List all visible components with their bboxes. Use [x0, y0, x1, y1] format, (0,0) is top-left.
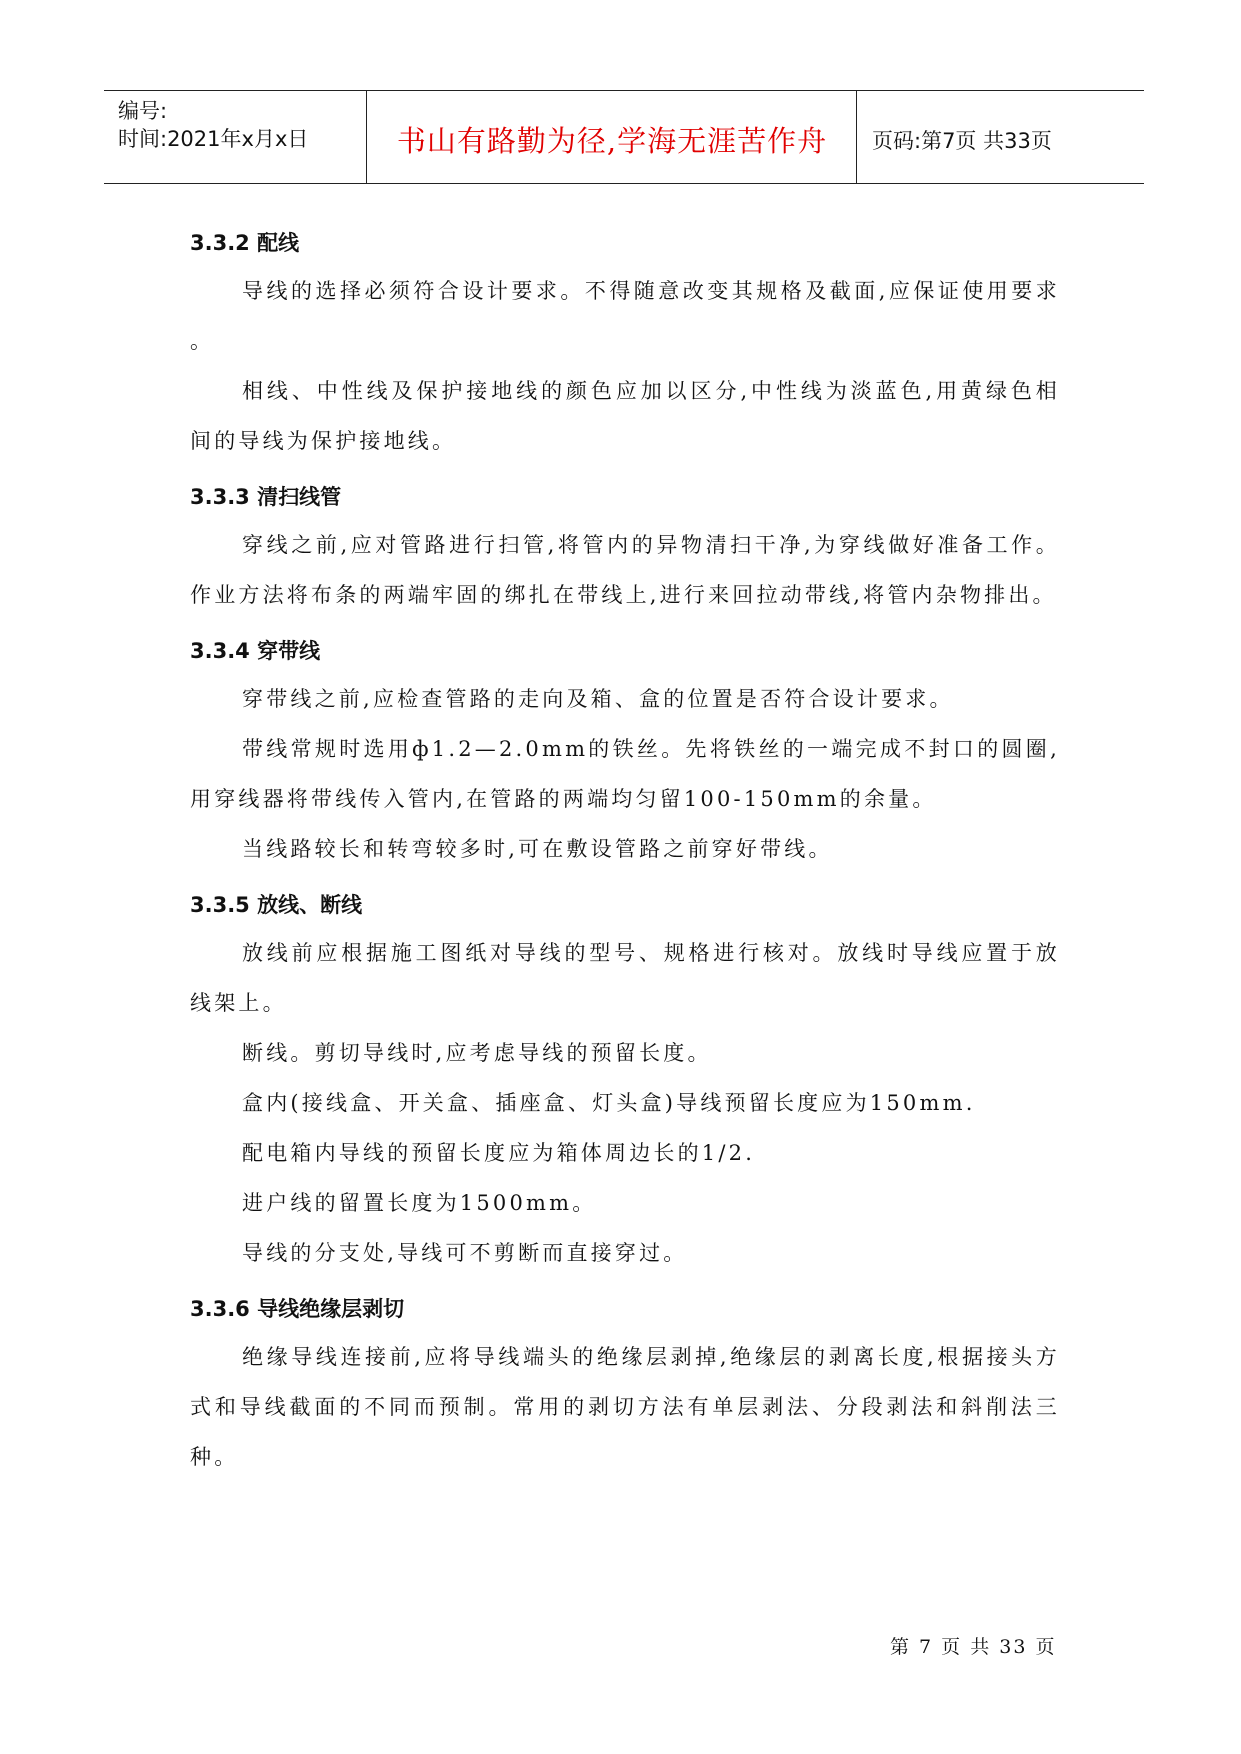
paragraph: 带线常规时选用ф1.2—2.0mm的铁丝。先将铁丝的一端完成不封口的圆圈,用穿线器将带线传入管内,在管路的两端均匀留100-150mm的余量。 [190, 737, 1060, 811]
section-3-3-3 [190, 480, 1060, 620]
section-title: 3.3.2 配线 [190, 231, 300, 255]
header-page-cell [858, 91, 1144, 183]
document-time-label: 时间:2021年x月x日 [118, 127, 309, 151]
paragraph: 相线、中性线及保护接地线的颜色应加以区分,中性线为淡蓝色,用黄绿色相间的导线为保护接地线。 [190, 379, 1060, 453]
paragraph: 绝缘导线连接前,应将导线端头的绝缘层剥掉,绝缘层的剥离长度,根据接头方式和导线截面的不同而预制。常用的剥切方法有单层剥法、分段剥法和斜削法三种。 [190, 1345, 1060, 1469]
section-3-3-2 [190, 226, 1060, 466]
paragraph: 盒内(接线盒、开关盒、插座盒、灯头盒)导线预留长度应为150mm. [242, 1091, 976, 1115]
header-motto-cell [368, 91, 857, 183]
paragraph: 放线前应根据施工图纸对导线的型号、规格进行核对。放线时导线应置于放线架上。 [190, 941, 1060, 1015]
section-3-3-5 [190, 888, 1060, 1278]
paragraph: 导线的选择必须符合设计要求。不得随意改变其规格及截面,应保证使用要求 。 [190, 279, 1060, 353]
section-title: 3.3.6 导线绝缘层剥切 [190, 1297, 405, 1321]
paragraph: 进户线的留置长度为1500mm。 [242, 1191, 597, 1215]
page-header [104, 90, 1144, 184]
document-number-label: 编号: [118, 99, 168, 123]
section-title: 3.3.5 放线、断线 [190, 893, 363, 917]
page-footer-number: 第 7 页 共 33 页 [890, 1636, 1057, 1658]
header-page-label: 页码:第7页 共33页 [872, 129, 1052, 153]
header-motto: 书山有路勤为径,学海无涯苦作舟 [396, 124, 828, 158]
paragraph: 穿带线之前,应检查管路的走向及箱、盒的位置是否符合设计要求。 [242, 687, 954, 711]
header-info-cell [104, 91, 367, 183]
document-body [190, 226, 1060, 1496]
section-3-3-4 [190, 634, 1060, 874]
section-3-3-6 [190, 1292, 1060, 1482]
paragraph: 穿线之前,应对管路进行扫管,将管内的异物清扫干净,为穿线做好准备工作。作业方法将布条的两端牢固的绑扎在带线上,进行来回拉动带线,将管内杂物排出。 [190, 533, 1060, 607]
paragraph: 当线路较长和转弯较多时,可在敷设管路之前穿好带线。 [242, 837, 833, 861]
paragraph: 断线。剪切导线时,应考虑导线的预留长度。 [242, 1041, 712, 1065]
paragraph: 配电箱内导线的预留长度应为箱体周边长的1/2. [242, 1141, 756, 1165]
paragraph: 导线的分支处,导线可不剪断而直接穿过。 [242, 1241, 688, 1265]
section-title: 3.3.4 穿带线 [190, 639, 321, 663]
section-title: 3.3.3 清扫线管 [190, 485, 342, 509]
